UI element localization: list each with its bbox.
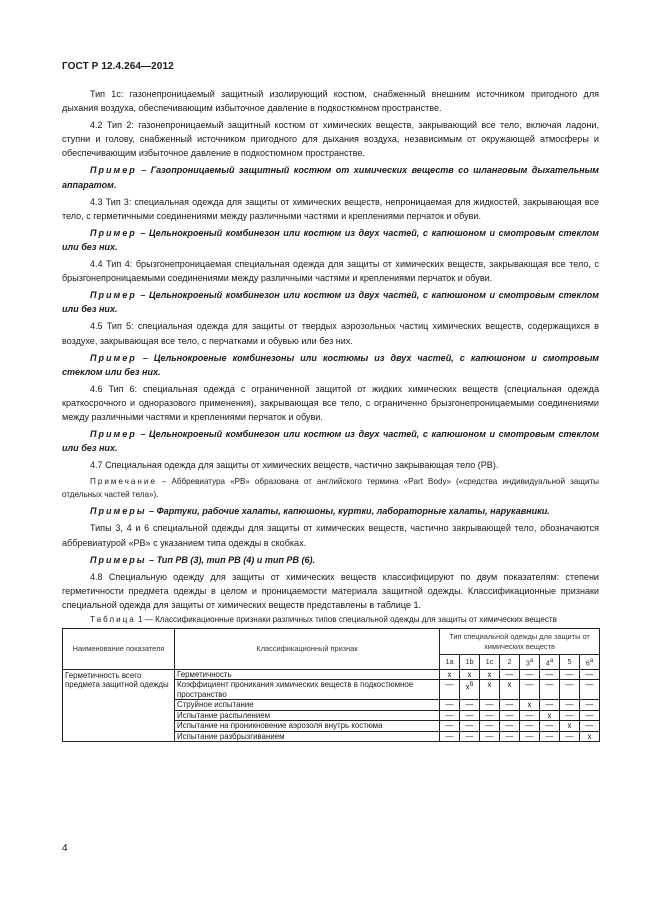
mark-cell: —	[480, 731, 500, 742]
page-number: 4	[62, 843, 68, 854]
mark-cell: —	[580, 680, 600, 700]
mark-cell: —	[440, 680, 460, 700]
example-label: Примеры	[90, 506, 147, 517]
example-text: – Газопроницаемый защитный костюм от химических веществ со шланговым дыхательным аппаратом.	[62, 165, 599, 190]
mark-cell: x	[580, 731, 600, 742]
mark-cell: —	[520, 669, 540, 680]
mark-cell: —	[560, 669, 580, 680]
example-label: Пример	[90, 290, 137, 301]
example	[62, 504, 599, 518]
paragraph: 4.8 Специальную одежду для защиты от химических веществ классифицируют по двум показателям: степени герметичности предмета одежды в целом и проницаемости материала защитной одежды. Классификационные признаки специальной одежда для защиты от химических веществ представлены в таблице 1.	[62, 571, 599, 610]
mark-cell: —	[520, 731, 540, 742]
mark-cell: —	[440, 731, 460, 742]
mark-cell: —	[500, 710, 520, 721]
note	[62, 475, 599, 501]
feature-cell: Герметичность	[175, 669, 440, 680]
column-header-feature: Классификационный признак	[175, 629, 440, 670]
example	[62, 226, 599, 254]
example	[62, 351, 599, 379]
example-label: Пример	[90, 352, 137, 363]
example-text: – Фартуки, рабочие халаты, капюшоны, куртки, лабораторные халаты, нарукавники.	[146, 506, 550, 517]
mark-cell: —	[540, 700, 560, 711]
table-caption-text: 1 — Классификационные признаки различных типов специальной одежды для защиты от химических веществ	[135, 615, 557, 624]
column-header-types: Тип специальной одежды для защиты от химических веществ	[440, 629, 600, 655]
table-caption-label: Таблица	[90, 615, 136, 624]
classification-table	[62, 628, 600, 742]
example-text: – Цельнокроеный комбинезон или костюм из двух частей, с капюшоном и смотровым стеклом или без них.	[62, 227, 599, 252]
example-text: – Цельнокроеные комбинезоны или костюмы из двух частей, с капюшоном и смотровым стеклом или без них.	[62, 352, 599, 377]
mark-cell: x	[500, 680, 520, 700]
standard-code: ГОСТ Р 12.4.264—2012	[62, 61, 174, 72]
mark-cell: —	[480, 710, 500, 721]
mark-cell: —	[560, 731, 580, 742]
mark-cell: —	[540, 669, 560, 680]
paragraph: 4.3 Тип 3: специальная одежда для защиты от химических веществ, непроницаемая для жидкостей, закрывающая все тело, с герметичными соединениями между различными частями и креплениями перчаток и обуви.	[62, 196, 599, 221]
example	[62, 288, 599, 316]
mark-cell: —	[460, 700, 480, 711]
mark-cell: —	[500, 731, 520, 742]
table-caption	[62, 615, 599, 625]
mark-cell: —	[540, 731, 560, 742]
mark-cell: —	[460, 710, 480, 721]
note-text: – Аббревиатура «PB» образована от английского термина «Part Body» («средства индивидуальной защиты отдельных частей тела»).	[62, 477, 599, 500]
mark-cell: —	[520, 721, 540, 732]
mark-cell: —	[480, 700, 500, 711]
paragraph: 4.5 Тип 5: специальная одежда для защиты от твердых аэрозольных частиц химических веществ, содержащихся в воздухе, закрывающая все тело, с перчатками и обувью или без них.	[62, 321, 599, 346]
group-label-cell: Герметичность всего предмета защитной одежды	[63, 669, 175, 742]
example-label: Пример	[90, 429, 137, 440]
mark-cell: —	[580, 710, 600, 721]
column-header-name: Наименование показателя	[63, 629, 175, 670]
mark-cell: x	[480, 669, 500, 680]
example-label: Пример	[90, 227, 137, 238]
example-text: – Цельнокроеный комбинезон или костюм из двух частей, с капюшоном и смотровым стеклом или без них.	[62, 429, 599, 454]
paragraph: Типы 3, 4 и 6 специальной одежды для защиты от химических веществ, частично закрывающей тело, обозначаются аббревиатурой «PB» с указанием типа одежды в скобках.	[62, 523, 599, 548]
mark-cell: —	[580, 700, 600, 711]
example	[62, 163, 599, 191]
feature-cell: Коэффициент проникания химических веществ в подкостюмное пространство	[175, 680, 440, 700]
type-column-header: 1с	[480, 655, 500, 670]
table-body	[63, 669, 600, 742]
type-column-header: 2	[500, 655, 520, 670]
example-label: Пример	[90, 165, 137, 176]
mark-cell: —	[520, 680, 540, 700]
mark-cell: —	[560, 680, 580, 700]
type-column-header: $3^а$	[520, 655, 540, 670]
mark-cell: —	[580, 669, 600, 680]
type-column-header: 5	[560, 655, 580, 670]
paragraph: 4.2 Тип 2: газонепроницаемый защитный костюм от химических веществ, закрывающий все тело, включая ладони, ступни и голову, снабженный источником пригодного для дыхания воздуха, независимым от окружающей атмосферы и обеспечивающим избыточное давление в подкостюмном пространстве.	[62, 120, 599, 159]
example	[62, 553, 599, 567]
mark-cell: —	[500, 700, 520, 711]
mark-cell: —	[580, 721, 600, 732]
mark-cell: —	[540, 721, 560, 732]
feature-cell: Испытание распылением	[175, 710, 440, 721]
paragraph: Тип 1с: газонепроницаемый защитный изолирующий костюм, снабженный внешним источником пригодного для дыхания воздуха, обеспечивающим избыточное давление в подкостюмном пространстве.	[62, 89, 599, 114]
feature-cell: Струйное испытание	[175, 700, 440, 711]
paragraph: 4.4 Тип 4: брызгонепроницаемая специальная одежда для защиты от химических веществ, закрывающая все тело, с брызгонепроницаемыми соединениями между различными частями и креплениями перчаток и обуви.	[62, 259, 599, 284]
mark-cell: x	[460, 669, 480, 680]
example-text: – Тип PB (3), тип PB (4) и тип PB (6).	[146, 554, 316, 565]
type-column-header: $6^а$	[580, 655, 600, 670]
type-column-header: 1b	[460, 655, 480, 670]
mark-cell: —	[500, 669, 520, 680]
mark-cell: x	[480, 680, 500, 700]
mark-cell: —	[440, 700, 460, 711]
type-column-header: 1а	[440, 655, 460, 670]
mark-cell: $x^б$	[460, 680, 480, 700]
example-text: – Цельнокроеный комбинезон или костюм из двух частей, с капюшоном и смотровым стеклом или без них.	[62, 290, 599, 315]
document-body	[62, 87, 599, 742]
paragraph: 4.6 Тип 6: специальная одежда с ограниченной защитой от жидких химических веществ (специальная одежда краткосрочного и одноразового применения), закрывающая все тело, с ограниченно брызгонепроницаемыми соединениями между различными частями и креплениями перчаток и обуви.	[62, 383, 599, 422]
feature-cell: Испытание на проникновение аэрозоля внутрь костюма	[175, 721, 440, 732]
feature-cell: Испытание разбрызгиванием	[175, 731, 440, 742]
mark-cell: —	[440, 710, 460, 721]
mark-cell: —	[560, 700, 580, 711]
mark-cell: —	[560, 710, 580, 721]
mark-cell: x	[560, 721, 580, 732]
mark-cell: —	[440, 721, 460, 732]
paragraph: 4.7 Специальная одежда для защиты от химических веществ, частично закрывающая тело (PB).	[90, 460, 499, 471]
note-label: Примечание	[90, 477, 157, 487]
mark-cell: x	[440, 669, 460, 680]
example-label: Примеры	[90, 554, 147, 565]
mark-cell: x	[520, 700, 540, 711]
example	[62, 427, 599, 455]
mark-cell: —	[460, 731, 480, 742]
mark-cell: —	[520, 710, 540, 721]
mark-cell: —	[460, 721, 480, 732]
table-row	[63, 669, 600, 680]
mark-cell: —	[500, 721, 520, 732]
mark-cell: x	[540, 710, 560, 721]
mark-cell: —	[540, 680, 560, 700]
type-column-header: $4^а$	[540, 655, 560, 670]
table-header-row	[63, 629, 600, 655]
mark-cell: —	[480, 721, 500, 732]
